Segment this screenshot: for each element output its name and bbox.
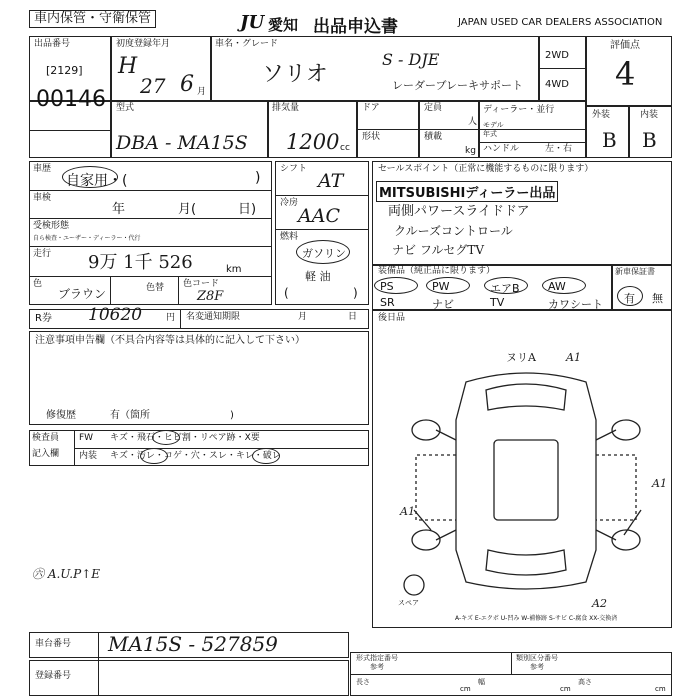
sales-point-line3: ナビ フルセグTV [392, 243, 485, 257]
history-value: 自家用・( [66, 173, 128, 189]
interior-grade: B [642, 128, 657, 152]
car-diagram [396, 360, 656, 600]
inspection-day: 日) [238, 202, 257, 217]
spare-label: スペア [398, 599, 419, 607]
steering-options: 左・右 [545, 144, 573, 154]
equipment-label: 装備品（純正品に限ります） [378, 266, 496, 276]
fuel-gasoline: ガソリン [302, 247, 346, 260]
equipment-item: カワシート [548, 298, 603, 311]
warranty-yes: 有 [624, 292, 635, 305]
damage-mark-left: A1 [400, 505, 415, 518]
chassis-label: 車台番号 [35, 639, 72, 649]
fuel-label: 燃料 [280, 232, 299, 242]
sales-points-heading: MITSUBISHIディーラー出品 [376, 181, 558, 202]
storage-tag: 車内保管・守衛保管 [29, 10, 156, 28]
door-label: ドア [362, 103, 380, 113]
exterior-label: 外装 [592, 110, 611, 120]
association-name: JAPAN USED CAR DEALERS ASSOCIATION [458, 17, 663, 28]
designation-label2b: 参考 [530, 663, 544, 671]
load-unit: kg [465, 146, 476, 156]
damage-mark-right: A1 [652, 477, 667, 490]
displacement-label: 排気量 [272, 103, 300, 113]
interior-rub-circle [252, 448, 280, 464]
interior-stain-circle [140, 448, 168, 464]
equipment-item-circle [426, 277, 470, 294]
fw-label: FW [79, 433, 94, 443]
model-value: DBA - MA15S [116, 132, 248, 154]
color-code-label: 色コード [183, 279, 220, 289]
grade-line1: S - DJE [382, 50, 440, 69]
equipment-item-circle [484, 277, 528, 294]
warranty-yes-circle [617, 286, 643, 306]
org-name: 愛知 [268, 16, 299, 34]
model-year-label2: 年式 [483, 130, 497, 138]
acceptance-label: 受検形態 [33, 221, 70, 231]
model-label: 型式 [116, 103, 135, 113]
form-title: 出品申込書 [313, 17, 398, 37]
designation-label2: 類別区分番号 [516, 654, 558, 662]
equipment-item-circle [374, 277, 418, 294]
aircon-value: AAC [298, 205, 340, 227]
damage-legend: A-キズ E-エクボ U-凹み W-補修跡 S-サビ C-腐食 XX-交換済 [455, 615, 618, 622]
equipment-item: TV [490, 296, 505, 309]
grade-line2: レーダーブレーキサポート [392, 79, 524, 92]
repair-value: 有（箇所 [110, 410, 150, 421]
name-change-month: 月 [298, 312, 308, 322]
history-label: 車歴 [33, 164, 52, 174]
dims-height: 高さ [578, 678, 592, 686]
car-name: ソリオ [262, 62, 328, 87]
color-swap-label: 色替 [146, 283, 165, 293]
warranty-label: 新車保証書 [615, 267, 655, 276]
rear-seat-label: 後日品 [378, 313, 406, 323]
interior-label: 内装 [640, 110, 659, 120]
equipment-item: ナビ [432, 298, 454, 311]
model-year-label1: モデル [483, 121, 504, 129]
damage-mark-top-right: A1 [566, 351, 581, 364]
interior-items-label: 内装 [79, 451, 98, 461]
registration-month: 6 [180, 72, 194, 97]
drive-2wd: 2WD [545, 50, 569, 61]
registration-year: 27 [140, 74, 166, 98]
name-change-day: 日 [348, 312, 358, 322]
interior-items: キズ・汚レ・コゲ・穴・スレ・キレ・破レ [110, 451, 281, 461]
repair-label: 修復歴 [46, 410, 76, 421]
color-label: 色 [33, 279, 43, 289]
inspector-note: ㊅ A.U.P↑E [32, 567, 101, 581]
dims-length-unit: cm [460, 685, 471, 693]
mileage-unit: km [226, 264, 242, 275]
chassis-value: MA15S - 527859 [108, 632, 278, 656]
color-value: ブラウン [58, 287, 107, 301]
inspector-label2: 記入欄 [32, 449, 60, 459]
aircon-label: 冷房 [280, 198, 299, 208]
damage-mark-top-left: ヌリA [506, 351, 536, 364]
mileage-label: 走行 [33, 249, 52, 259]
reg-number-label: 登録番号 [35, 671, 72, 681]
dealer-label: ディーラー・並行 [483, 105, 555, 115]
displacement-unit: cc [340, 143, 350, 153]
fuel-paren-close: ) [353, 286, 358, 300]
warranty-no: 無 [652, 292, 663, 305]
inspection-month: 月( [178, 202, 197, 217]
shift-label: シフト [280, 164, 308, 174]
fw-stone-circle [152, 430, 180, 445]
history-close: ) [255, 170, 261, 186]
history-circle [62, 166, 118, 188]
ju-logo: JU [240, 12, 265, 33]
steering-label: ハンドル [483, 144, 520, 154]
fuel-paren-open: ( [284, 286, 289, 300]
recycle-label: R券 [35, 313, 52, 324]
registration-month-unit: 月 [197, 87, 207, 97]
equipment-item-circle [542, 277, 586, 294]
dims-width: 幅 [478, 678, 485, 686]
capacity-label: 定員 [424, 103, 443, 113]
capacity-unit: 人 [468, 117, 478, 127]
fuel-diesel: 軽 油 [305, 270, 331, 283]
equipment-item: PW [432, 280, 450, 293]
inspection-label: 車検 [33, 193, 52, 203]
damage-mark-bottom: A2 [592, 597, 607, 610]
lot-code: [2129] [46, 64, 83, 77]
evaluation-label: 評価点 [610, 40, 640, 51]
car-name-label: 車名・グレード [215, 39, 279, 49]
evaluation-score: 4 [615, 55, 636, 93]
inspection-year: 年 [112, 202, 126, 217]
displacement-value: 1200 [286, 130, 340, 154]
recycle-unit: 円 [166, 313, 176, 323]
recycle-value: 10620 [88, 305, 143, 325]
shape-label: 形状 [362, 132, 381, 142]
exterior-grade: B [602, 128, 617, 152]
drive-4wd: 4WD [545, 79, 569, 90]
fuel-circle [296, 240, 350, 264]
designation-label1: 形式指定番号 [356, 654, 398, 662]
color-code: Z8F [197, 289, 224, 304]
acceptance-options: 自ら検査・ユーザー・ディーラー・代行 [33, 235, 141, 242]
name-change-label: 名変通知期限 [186, 312, 241, 322]
dims-width-unit: cm [560, 685, 571, 693]
shift-value: AT [318, 170, 344, 192]
lot-label: 出品番号 [34, 39, 71, 49]
equipment-item: エアB [490, 282, 520, 295]
registration-label: 初度登録年月 [116, 39, 171, 49]
sales-point-line1: 両側パワースライドドア [388, 204, 530, 219]
notes-label: 注意事項申告欄（不具合内容等は具体的に記入して下さい） [35, 335, 305, 346]
equipment-item: SR [380, 296, 395, 309]
inspector-label1: 検査員 [32, 433, 60, 443]
load-label: 積載 [424, 132, 443, 142]
sales-points-label: セールスポイント（正常に機能するものに限ります） [378, 164, 594, 174]
equipment-item: AW [548, 280, 566, 293]
registration-era: H [118, 54, 138, 79]
repair-close: ) [230, 410, 234, 421]
lot-number: 00146 [36, 87, 106, 112]
reg-number-block [29, 660, 349, 696]
dims-length: 長さ [356, 678, 370, 686]
mileage-value: 9万 1千 526 [88, 252, 193, 273]
fw-items: キズ・飛石・ヒビ割・リペア跡・X要 [110, 433, 260, 443]
sales-point-line2: クルーズコントロール [394, 224, 513, 238]
dims-height-unit: cm [655, 685, 666, 693]
designation-label1b: 参考 [370, 663, 384, 671]
equipment-item: PS [380, 280, 394, 293]
